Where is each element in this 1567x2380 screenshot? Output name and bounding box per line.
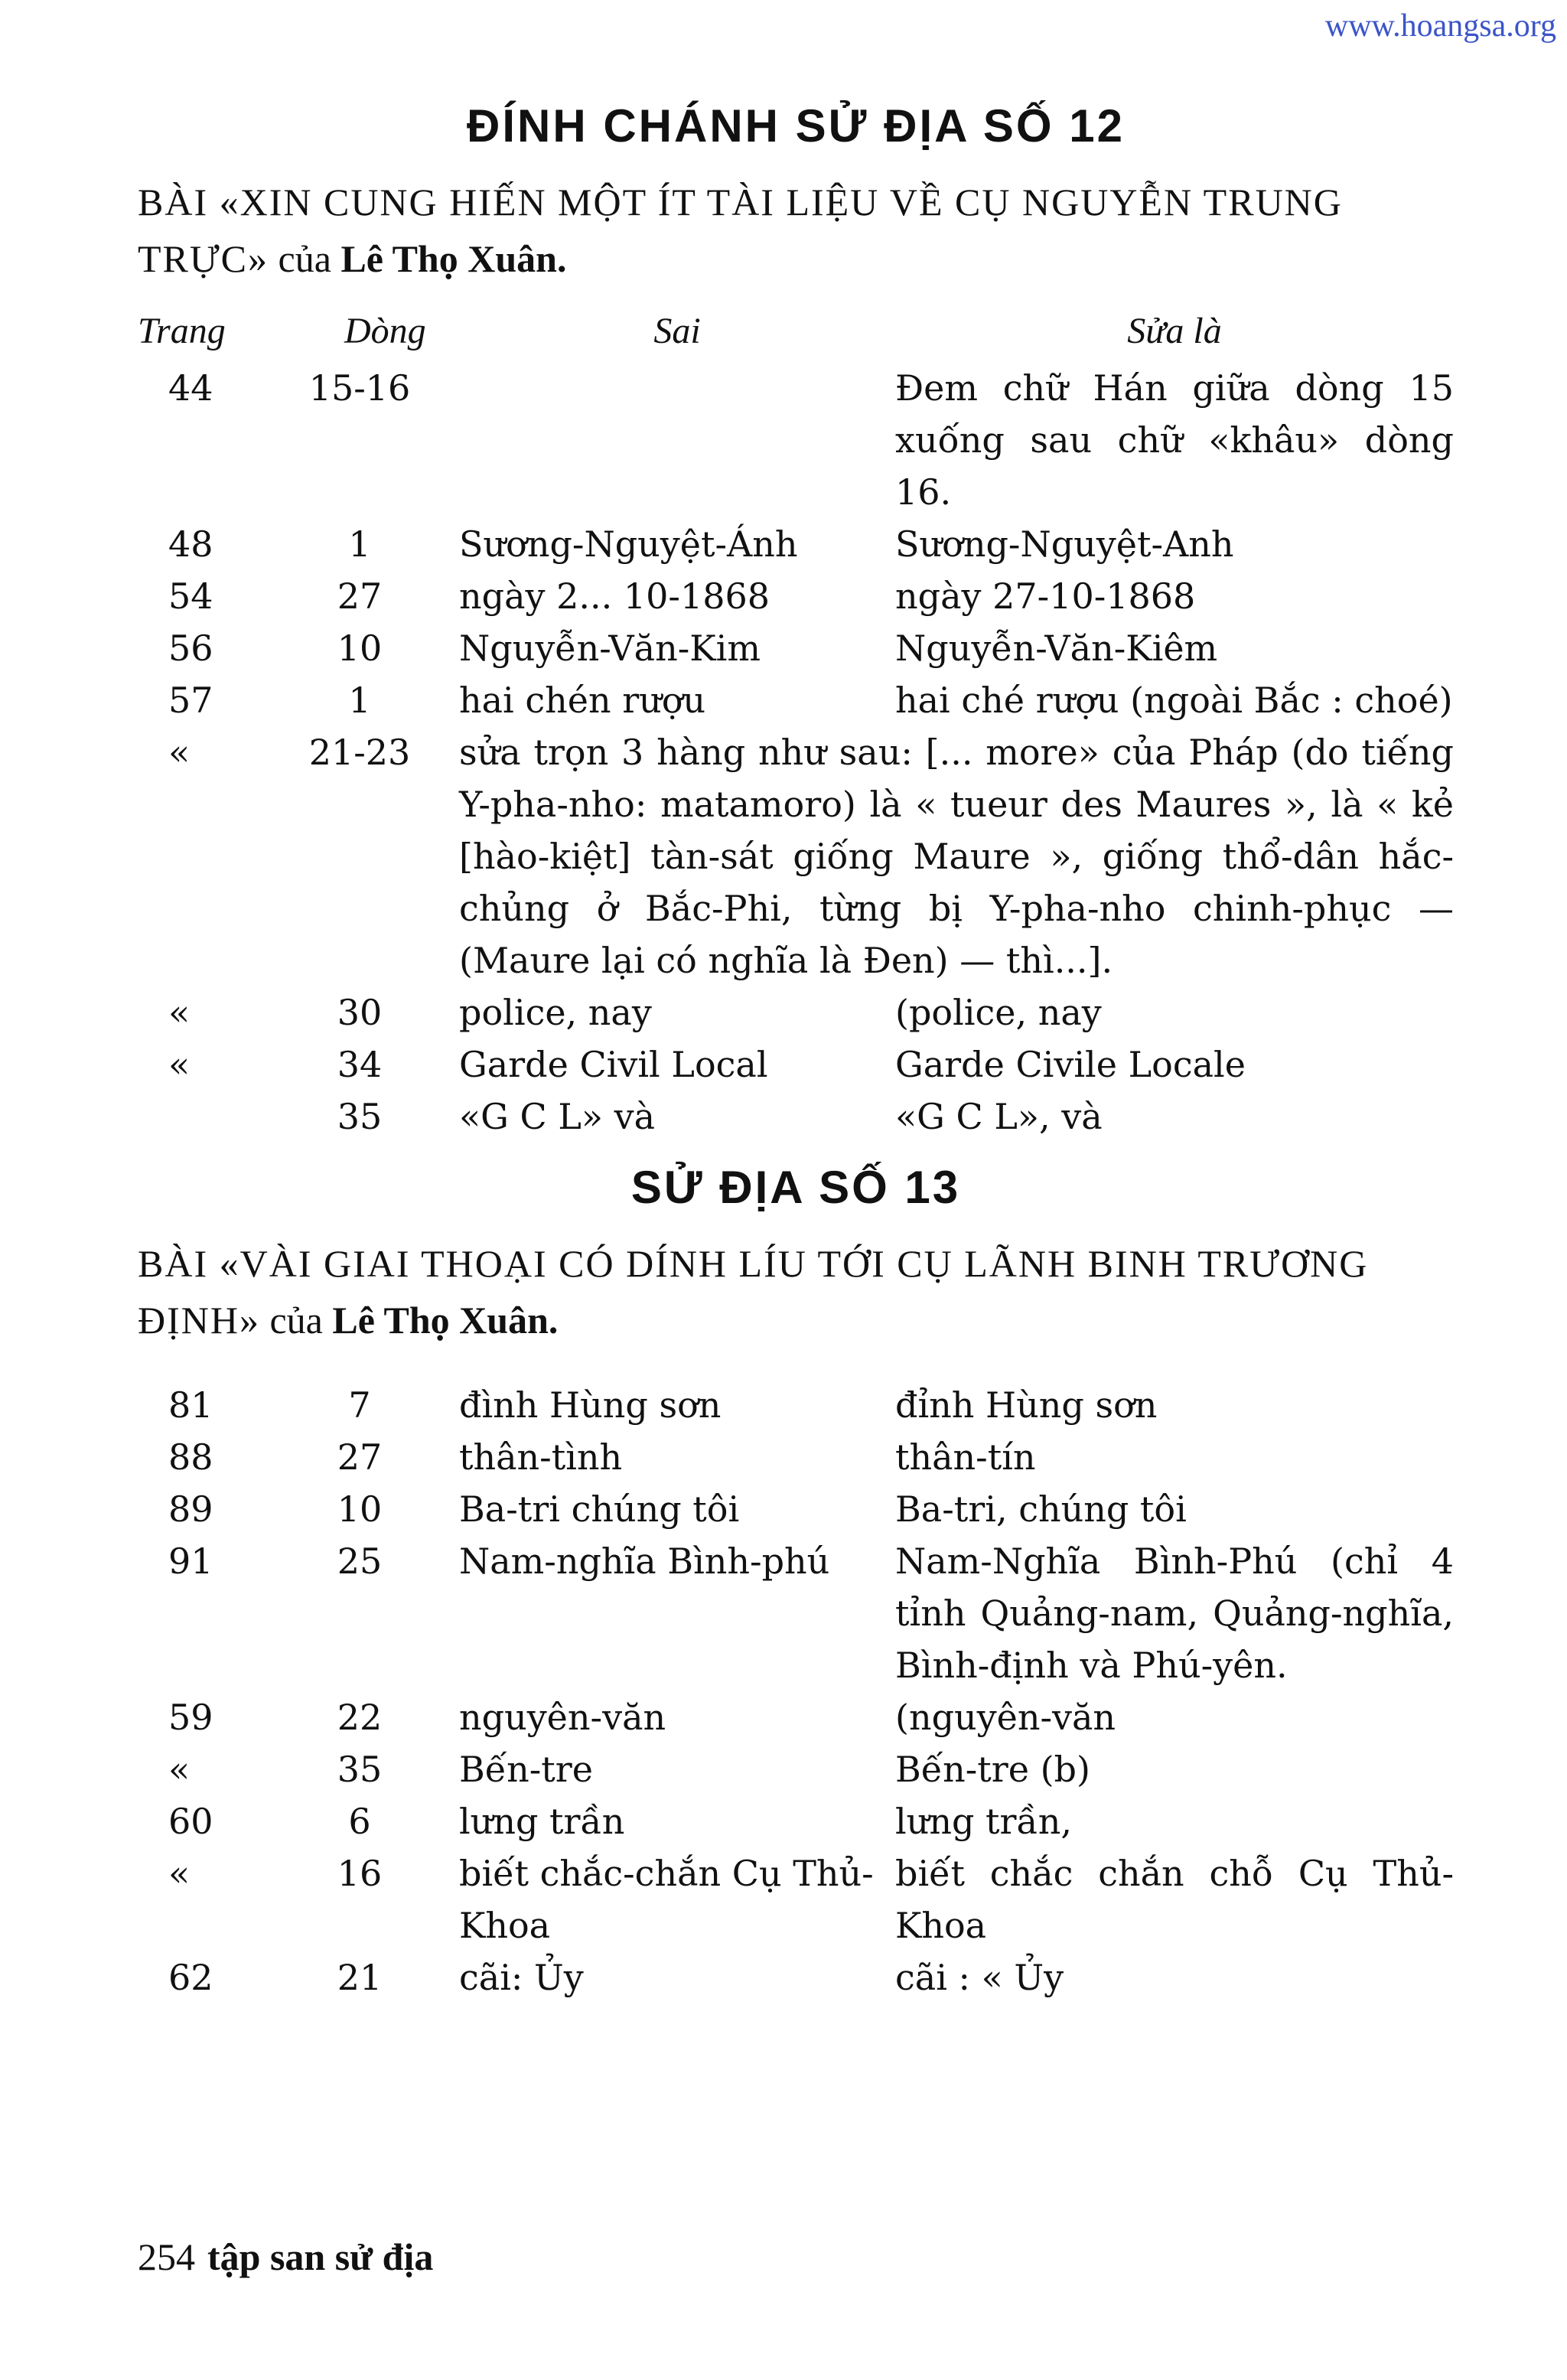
cell-dong: 35 bbox=[337, 1096, 383, 1137]
cell-dong: 34 bbox=[337, 1044, 383, 1085]
cell-trang: « bbox=[168, 992, 191, 1033]
cell-sua: thân-tín bbox=[895, 1436, 1036, 1478]
cell-dong: 15-16 bbox=[308, 367, 411, 409]
cell-trang: « bbox=[168, 1044, 191, 1085]
cell-dong: 35 bbox=[337, 1749, 383, 1790]
cell-sua: Bến-tre (b) bbox=[895, 1749, 1090, 1790]
cell-dong: 7 bbox=[348, 1384, 371, 1426]
cell-sai: Ba-tri chúng tôi bbox=[459, 1488, 740, 1530]
intro-author: Lê Thọ Xuân. bbox=[332, 1299, 559, 1342]
header-sai: Sai bbox=[653, 311, 701, 351]
section-title-12: ĐÍNH CHÁNH SỬ ĐỊA SỐ 12 bbox=[467, 100, 1125, 152]
intro-author: Lê Thọ Xuân. bbox=[340, 237, 567, 280]
cell-trang: 44 bbox=[168, 367, 213, 409]
header-trang: Trang bbox=[138, 311, 226, 351]
cell-sai: ngày 2... 10-1868 bbox=[459, 575, 770, 617]
cell-sua: ngày 27-10-1868 bbox=[895, 575, 1196, 617]
cell-dong: 10 bbox=[337, 1488, 383, 1530]
cell-sai bbox=[459, 362, 895, 518]
cell-sai: Nam-nghĩa Bình-phú bbox=[459, 1540, 830, 1582]
cell-dong: 30 bbox=[337, 992, 383, 1033]
table-row bbox=[138, 1951, 1454, 2003]
cell-sua: Garde Civile Locale bbox=[895, 1044, 1246, 1085]
cell-sua: Nam-Nghĩa Bình-Phú (chỉ 4 tỉnh Quảng-nam, Quảng-nghĩa, Bình-định và Phú-yên. bbox=[895, 1540, 1454, 1686]
cell-trang: 54 bbox=[168, 575, 213, 617]
cell-trang: 89 bbox=[168, 1488, 213, 1530]
cell-trang: 88 bbox=[168, 1436, 213, 1478]
cell-trang: 59 bbox=[168, 1697, 213, 1738]
cell-sai: Sương-Nguyệt-Ánh bbox=[459, 523, 798, 565]
table-row bbox=[138, 1535, 1454, 1691]
cell-dong: 6 bbox=[348, 1801, 371, 1842]
table-row bbox=[138, 1483, 1454, 1535]
intro-by: của bbox=[259, 1299, 333, 1342]
cell-trang: 62 bbox=[168, 1957, 213, 1998]
cell-sua: biết chắc chắn chỗ Cụ Thủ-Khoa bbox=[895, 1853, 1454, 1946]
journal-name: tập san sử địa bbox=[207, 2235, 434, 2278]
cell-dong: 10 bbox=[337, 628, 383, 669]
cell-sua: Nguyễn-Văn-Kiêm bbox=[895, 628, 1218, 669]
cell-sua: Sương-Nguyệt-Anh bbox=[895, 523, 1234, 565]
errata-table-12 bbox=[138, 362, 1454, 1143]
cell-dong: 21-23 bbox=[308, 732, 411, 773]
cell-trang: 56 bbox=[168, 628, 213, 669]
cell-sai: «G C L» và bbox=[459, 1096, 656, 1137]
intro-article-title: BÀI «XIN CUNG HIẾN MỘT ÍT TÀI LIỆU VỀ CỤ NGUYỄN TRUNG TRỰC» bbox=[138, 181, 1343, 280]
errata-table-13 bbox=[138, 1379, 1454, 2003]
cell-trang: 60 bbox=[168, 1801, 213, 1842]
cell-dong: 27 bbox=[337, 1436, 383, 1478]
cell-sai: Bến-tre bbox=[459, 1749, 593, 1790]
section-intro-13 bbox=[138, 1235, 1454, 1348]
table-row-merged bbox=[138, 726, 1454, 986]
cell-sai: nguyên-văn bbox=[459, 1697, 666, 1738]
cell-sua: Ba-tri, chúng tôi bbox=[895, 1488, 1187, 1530]
table-row bbox=[138, 518, 1454, 570]
cell-dong: 25 bbox=[337, 1540, 383, 1582]
section-intro-12 bbox=[138, 174, 1454, 287]
cell-sua: Đem chữ Hán giữa dòng 15 xuống sau chữ «khâu» dòng 16. bbox=[895, 367, 1454, 513]
cell-dong: 27 bbox=[337, 575, 383, 617]
cell-dong: 1 bbox=[348, 523, 371, 565]
cell-sai: đình Hùng sơn bbox=[459, 1384, 722, 1426]
cell-trang: 81 bbox=[168, 1384, 213, 1426]
cell-dong: 1 bbox=[348, 680, 371, 721]
table-row bbox=[138, 1379, 1454, 1431]
table-row bbox=[138, 1691, 1454, 1743]
cell-dong: 21 bbox=[337, 1957, 383, 1998]
cell-sua: hai ché rượu (ngoài Bắc : choé) bbox=[895, 680, 1453, 721]
cell-sai: police, nay bbox=[459, 992, 652, 1033]
cell-trang: 91 bbox=[168, 1540, 213, 1582]
cell-dong: 16 bbox=[337, 1853, 383, 1894]
cell-sai: lưng trần bbox=[459, 1801, 625, 1842]
page-content bbox=[138, 99, 1454, 2003]
cell-trang bbox=[138, 1091, 260, 1143]
table-row bbox=[138, 1431, 1454, 1483]
cell-sua: (nguyên-văn bbox=[895, 1697, 1116, 1738]
table-row bbox=[138, 362, 1454, 518]
table-row bbox=[138, 1847, 1454, 1951]
table-row bbox=[138, 1091, 1454, 1143]
header-dong: Dòng bbox=[344, 311, 426, 351]
section-title-13: SỬ ĐỊA SỐ 13 bbox=[630, 1162, 961, 1213]
cell-replacement-text: sửa trọn 3 hàng như sau: [... more» của Pháp (do tiếng Y-pha-nho: matamoro) là « tueur des Maures », là « kẻ [hào-kiệt] tàn-sát giống Maure », giống thổ-dân hắc-chủng ở Bắc-Phi, từng bị Y-pha-nho chinh-phục — (Maure lại có nghĩa là Đen) — thì...]. bbox=[459, 732, 1454, 981]
cell-sai: hai chén rượu bbox=[459, 680, 706, 721]
cell-sai: biết chắc-chắn Cụ Thủ-Khoa bbox=[459, 1853, 874, 1946]
cell-sua: «G C L», và bbox=[895, 1096, 1103, 1137]
table-row bbox=[138, 1743, 1454, 1795]
cell-trang: « bbox=[168, 1853, 191, 1894]
watermark[interactable]: www.hoangsa.org bbox=[1324, 8, 1556, 44]
cell-sua: cãi : « Ủy bbox=[895, 1957, 1064, 1998]
column-headers bbox=[138, 310, 1454, 360]
cell-trang: 48 bbox=[168, 523, 213, 565]
cell-sai: cãi: Ủy bbox=[459, 1957, 584, 1998]
cell-sua: lưng trần, bbox=[895, 1801, 1072, 1842]
cell-sai: Nguyễn-Văn-Kim bbox=[459, 628, 761, 669]
header-sua: Sửa là bbox=[1127, 311, 1222, 351]
cell-dong: 22 bbox=[337, 1697, 383, 1738]
cell-trang: « bbox=[168, 732, 191, 773]
table-row bbox=[138, 1795, 1454, 1847]
cell-sua: đỉnh Hùng sơn bbox=[895, 1384, 1158, 1426]
cell-sua: (police, nay bbox=[895, 992, 1102, 1033]
cell-trang: « bbox=[168, 1749, 191, 1790]
intro-article-title: BÀI «VÀI GIAI THOẠI CÓ DÍNH LÍU TỚI CỤ LÃNH BINH TRƯƠNG ĐỊNH» bbox=[138, 1242, 1369, 1342]
table-row bbox=[138, 622, 1454, 674]
cell-trang: 57 bbox=[168, 680, 213, 721]
page-footer bbox=[138, 2235, 433, 2279]
cell-sai: Garde Civil Local bbox=[459, 1044, 768, 1085]
table-row bbox=[138, 1038, 1454, 1091]
table-row bbox=[138, 674, 1454, 726]
table-row bbox=[138, 570, 1454, 622]
intro-by: của bbox=[269, 237, 341, 280]
cell-sai: thân-tình bbox=[459, 1436, 623, 1478]
table-row bbox=[138, 986, 1454, 1038]
page-number: 254 bbox=[138, 2235, 195, 2278]
